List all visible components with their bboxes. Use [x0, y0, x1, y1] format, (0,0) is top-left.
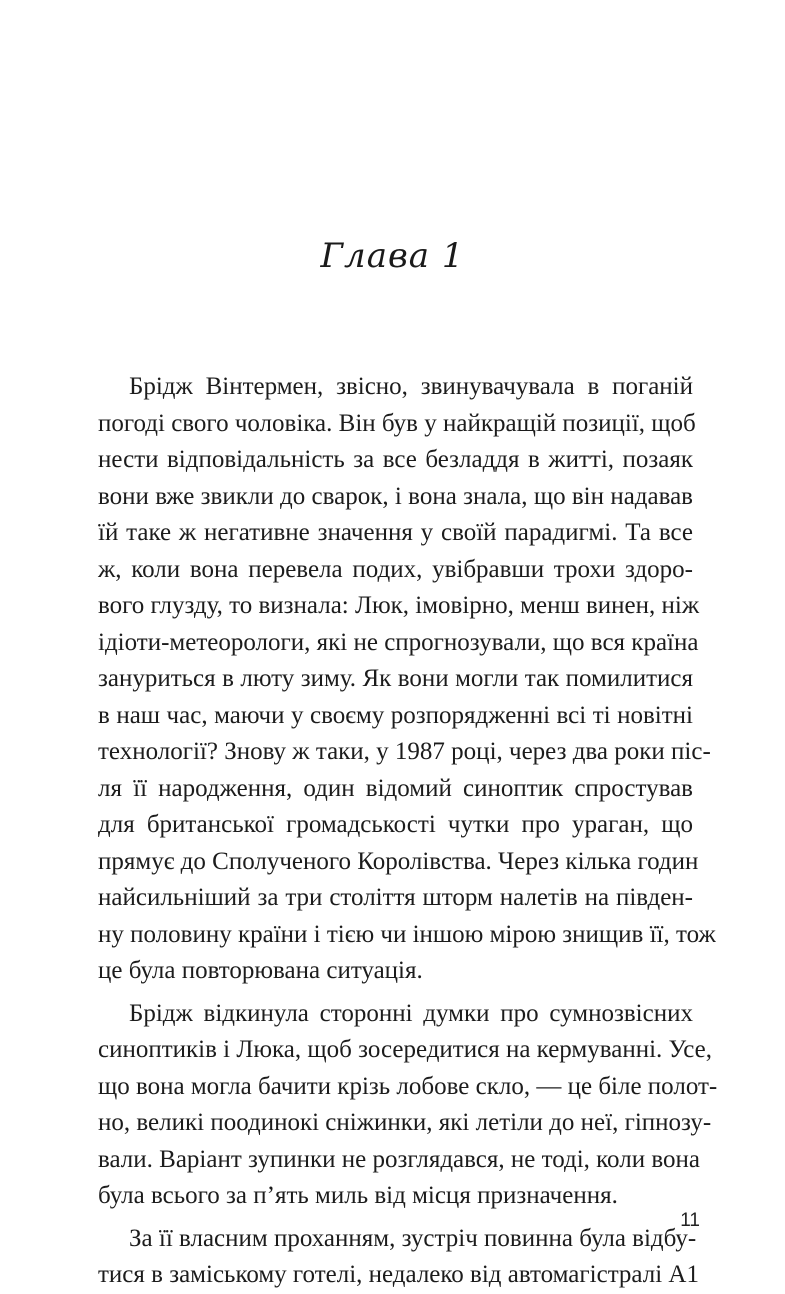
text-line: для британської громадськості чутки про ураган, що: [98, 811, 693, 838]
text-line: вали. Варіант зупинки не розглядався, не тоді, коли вона: [98, 1145, 700, 1173]
paragraph: [98, 1221, 699, 1294]
text-line: зануриться в люту зиму. Як вони могли так помилитися: [98, 665, 693, 692]
text-line: За її власним проханням, зустріч повинна була відбу-: [129, 1224, 697, 1252]
text-line: нести відповідальність за все безладдя в житті, позаяк: [98, 446, 693, 473]
text-line: технології? Знову ж таки, у 1987 році, через два роки піс-: [98, 738, 711, 765]
text-line: но, великі поодинокі сніжинки, які летіли до неї, гіпнозу-: [98, 1109, 712, 1136]
body-text: [98, 369, 718, 1294]
text-line: синоптиків і Люка, щоб зосередитися на кермуванні. Усе,: [98, 1036, 712, 1063]
text-line: найсильніший за три століття шторм налетів на півден-: [98, 884, 693, 911]
text-line: їй таке ж негативне значення у своїй парадигмі. Та все: [98, 519, 693, 546]
text-line: ідіоти-метеорологи, які не спрогнозували, що вся країна: [98, 628, 699, 656]
text-line: ля її народження, один відомий синоптик спростував: [98, 774, 693, 802]
text-line: вони вже звикли до сварок, і вона знала, що він надавав: [98, 482, 693, 510]
text-line: Брідж Вінтермен, звісно, звинувачувала в поганій: [129, 373, 693, 400]
text-line: це була повторювана ситуація.: [98, 957, 423, 984]
text-line: вого глузду, то визнала: Люк, імовірно, менш винен, ніж: [98, 592, 700, 619]
text-line: ж, коли вона перевела подих, увібравши трохи здоро-: [98, 555, 693, 583]
text-line: тися в заміському готелі, недалеко від автомагістралі А1: [98, 1261, 699, 1288]
page-number: 11: [680, 1210, 700, 1231]
text-line: що вона могла бачити крізь лобове скло, — це біле полот-: [98, 1072, 718, 1100]
chapter-title: Глава 1: [320, 236, 465, 276]
text-line: ну половину країни і тією чи іншою мірою знищив її, тож: [98, 920, 716, 948]
paragraph: [98, 996, 718, 1215]
text-line: погоді свого чоловіка. Він був у найкращій позиції, щоб: [98, 409, 696, 437]
paragraph: [98, 369, 716, 990]
text-line: прямує до Сполученого Королівства. Через кілька годин: [98, 847, 699, 875]
text-line: в наш час, маючи у своєму розпорядженні всі ті новітні: [98, 701, 693, 729]
text-line: Брідж відкинула сторонні думки про сумнозвісних: [129, 999, 693, 1027]
text-line: була всього за п’ять миль від місця призначення.: [98, 1182, 618, 1209]
